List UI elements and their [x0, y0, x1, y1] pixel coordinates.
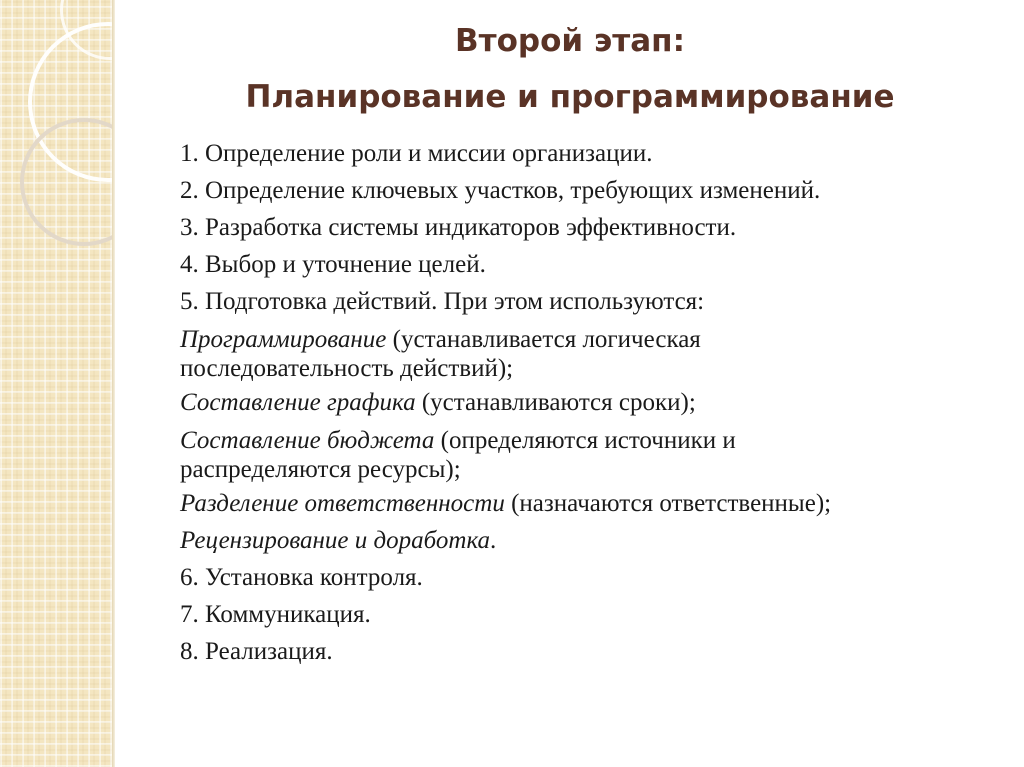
- list-item: [180, 326, 1010, 354]
- list-item-continuation: последовательность действий);: [180, 355, 514, 382]
- term-italic: Составление графика: [180, 389, 416, 416]
- list-item: [180, 485, 1010, 522]
- term-italic: Программирование: [180, 326, 387, 353]
- list-item: 3. Разработка системы индикаторов эффективности.: [180, 214, 737, 241]
- list-item: 5. Подготовка действий. При этом используются:: [180, 288, 705, 315]
- list-item-continuation: распределяются ресурсы);: [180, 456, 461, 483]
- term-description: (назначаются ответственные);: [504, 490, 832, 517]
- list-item: 7. Коммуникация.: [180, 601, 371, 628]
- list-item: 8. Реализация.: [180, 638, 333, 665]
- term-italic: Разделение ответственности: [180, 490, 505, 517]
- term-description: (устанавливаются сроки);: [415, 389, 696, 416]
- term-description: (определяются источники и: [434, 427, 736, 454]
- list-item: [180, 427, 1010, 455]
- decorative-side-panel: [0, 0, 112, 767]
- decorative-ring: [20, 118, 112, 246]
- slide-title-line-1: Второй этап:: [455, 23, 685, 59]
- term-italic: Составление бюджета: [180, 427, 435, 454]
- slide-content: [180, 135, 1010, 670]
- list-item: 6. Установка контроля.: [180, 564, 423, 591]
- list-item: [180, 522, 1010, 559]
- list-item: 4. Выбор и уточнение целей.: [180, 251, 486, 278]
- term-description: (устанавливается логическая: [386, 326, 701, 353]
- list-item: 1. Определение роли и миссии организации.: [180, 140, 653, 167]
- list-item: [180, 384, 1010, 421]
- term-italic: Рецензирование и доработка: [180, 527, 491, 554]
- term-description: .: [490, 527, 497, 554]
- list-item: 2. Определение ключевых участков, требующих изменений.: [180, 177, 821, 204]
- side-panel-edge: [112, 0, 115, 767]
- slide-title-line-2: Планирование и программирование: [245, 79, 895, 115]
